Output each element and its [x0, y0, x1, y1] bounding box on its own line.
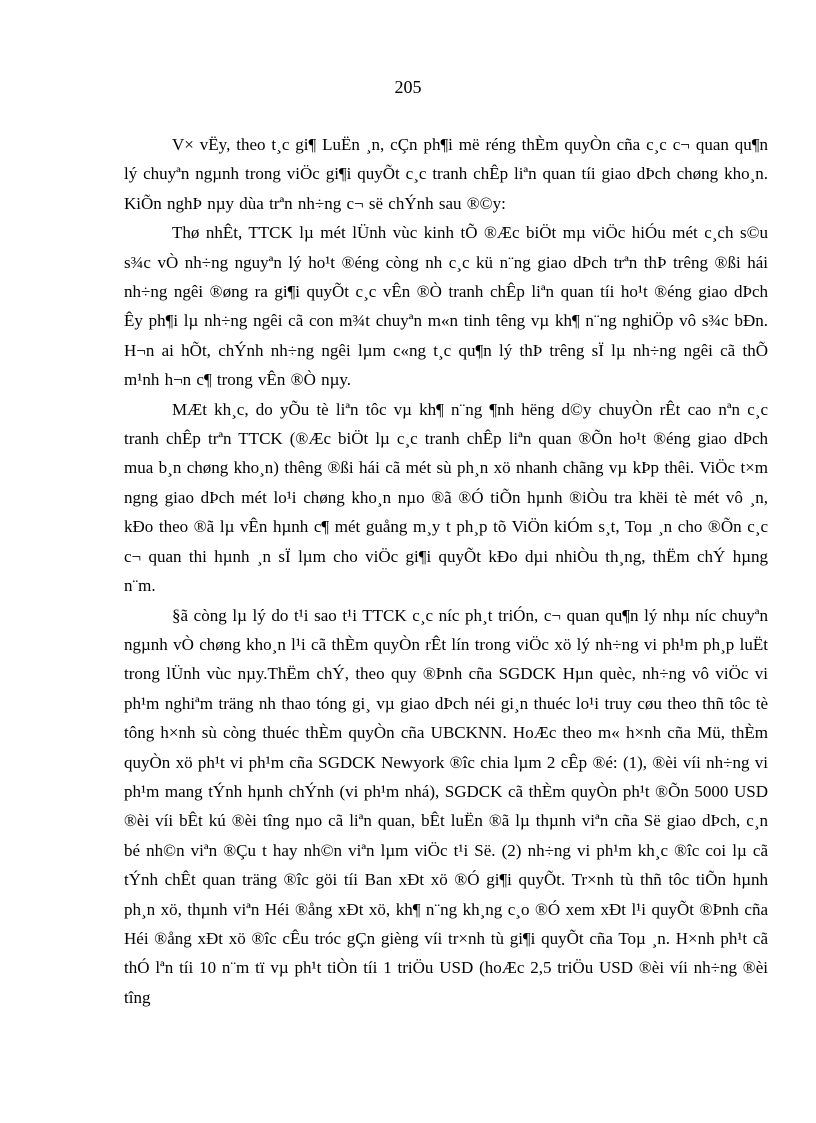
paragraph-second-reason: MÆt kh¸c, do yÕu tè liªn tôc vµ kh¶ n¨ng ¶nh hëng d©y chuyÒn rÊt cao nªn c¸c tranh chÊp trªn TTCK (®Æc biÖt lµ c¸c tranh chÊp liªn quan ®Õn ho¹t ®éng giao dÞch mua b¸n chøng kho¸n) thêng ®ßi hái cã mét sù ph¸n xö nhanh chãng vµ kÞp thêi. ViÖc t×m ngng giao dÞch mét lo¹i chøng kho¸n nµo ®ã ®Ó tiÕn hµnh ®iÒu tra khëi tè mét vô ¸n, kÐo theo ®ã lµ vÊn hµnh c¶ mét guång m¸y t ph¸p tõ ViÖn kiÓm s¸t, Toµ ¸n cho ®Õn c¸c c¬ quan thi hµnh ¸n sÏ lµm cho viÖc gi¶i quyÕt kÐo dµi nhiÒu th¸ng, thËm chÝ hµng n¨m.: [124, 399, 768, 596]
paragraph-first-reason: Thø nhÊt, TTCK lµ mét lÜnh vùc kinh tÕ ®Æc biÖt mµ viÖc hiÓu mét c¸ch s©u s¾c vÒ nh÷ng nguyªn lý ho¹t ®éng còng nh c¸c kü n¨ng giao dÞch trªn thÞ trêng ®ßi hái nh÷ng ngêi ®øng ra gi¶i quyÕt c¸c vÊn ®Ò tranh chÊp liªn quan tíi ho¹t ®éng giao dÞch Êy ph¶i lµ nh÷ng ngêi cã con m¾t chuyªn m«n tinh têng vµ kh¶ n¨ng nghiÖp vô s¾c bÐn. H¬n ai hÕt, chÝnh nh÷ng ngêi lµm c«ng t¸c qu¶n lý thÞ trêng sÏ lµ nh÷ng ngêi cã thÕ m¹nh h¬n c¶ trong vÊn ®Ò nµy.: [124, 223, 768, 390]
paragraph-intro: V× vËy, theo t¸c gi¶ LuËn ¸n, cÇn ph¶i më réng thÈm quyÒn cña c¸c c¬ quan qu¶n lý chuyªn ngµnh trong viÖc gi¶i quyÕt c¸c tranh chÊp liªn quan tíi giao dÞch chøng kho¸n. KiÕn nghÞ nµy dùa trªn nh÷ng c¬ së chÝnh sau ®©y:: [124, 135, 768, 213]
body-text: [124, 130, 768, 1012]
page-number: 205: [394, 77, 422, 97]
paragraph-international-practice: §ã còng lµ lý do t¹i sao t¹i TTCK c¸c níc ph¸t triÓn, c¬ quan qu¶n lý nhµ níc chuyªn ngµnh vÒ chøng kho¸n l¹i cã thÈm quyÒn rÊt lín trong viÖc xö lý nh÷ng vi ph¹m ph¸p luËt trong lÜnh vùc nµy.ThËm chÝ, theo quy ®Þnh cña SGDCK Hµn quèc, nh÷ng vô viÖc vi ph¹m nghiªm träng nh thao tóng gi¸ vµ giao dÞch néi gi¸n thuéc lo¹i truy cøu theo thñ tôc tè tông h×nh sù còng thuéc thÈm quyÒn cña UBCKNN. HoÆc theo m« h×nh cña Mü, thÈm quyÒn xö ph¹t vi ph¹m cña SGDCK Newyork ®îc chia lµm 2 cÊp ®é: (1), ®èi víi nh÷ng vi ph¹m mang tÝnh hµnh chÝnh (vi ph¹m nhá), SGDCK cã thÈm quyÒn ph¹t ®Õn 5000 USD ®èi víi bÊt kú ®èi tîng nµo cã liªn quan, bÊt luËn ®ã lµ thµnh viªn cña Së giao dÞch, c¸n bé nh©n viªn ®Çu t hay nh©n viªn lµm viÖc t¹i Së. (2) nh÷ng vi ph¹m kh¸c ®îc coi lµ cã tÝnh chÊt quan träng ®îc göi tíi Ban xÐt xö ®Ó gi¶i quyÕt. Tr×nh tù thñ tôc tiÕn hµnh ph¸n xö, thµnh viªn Héi ®ång xÐt xö, kh¶ n¨ng kh¸ng c¸o ®Ó xem xÐt l¹i quyÕt ®Þnh cña Héi ®ång xÐt xö ®îc cÊu tróc gÇn gièng víi tr×nh tù gi¶i quyÕt cña Toµ ¸n. H×nh ph¹t cã thÓ lªn tíi 10 n¨m tï vµ ph¹t tiÒn tíi 1 triÖu USD (hoÆc 2,5 triÖu USD ®èi víi nh÷ng ®èi tîng: [124, 605, 768, 1007]
